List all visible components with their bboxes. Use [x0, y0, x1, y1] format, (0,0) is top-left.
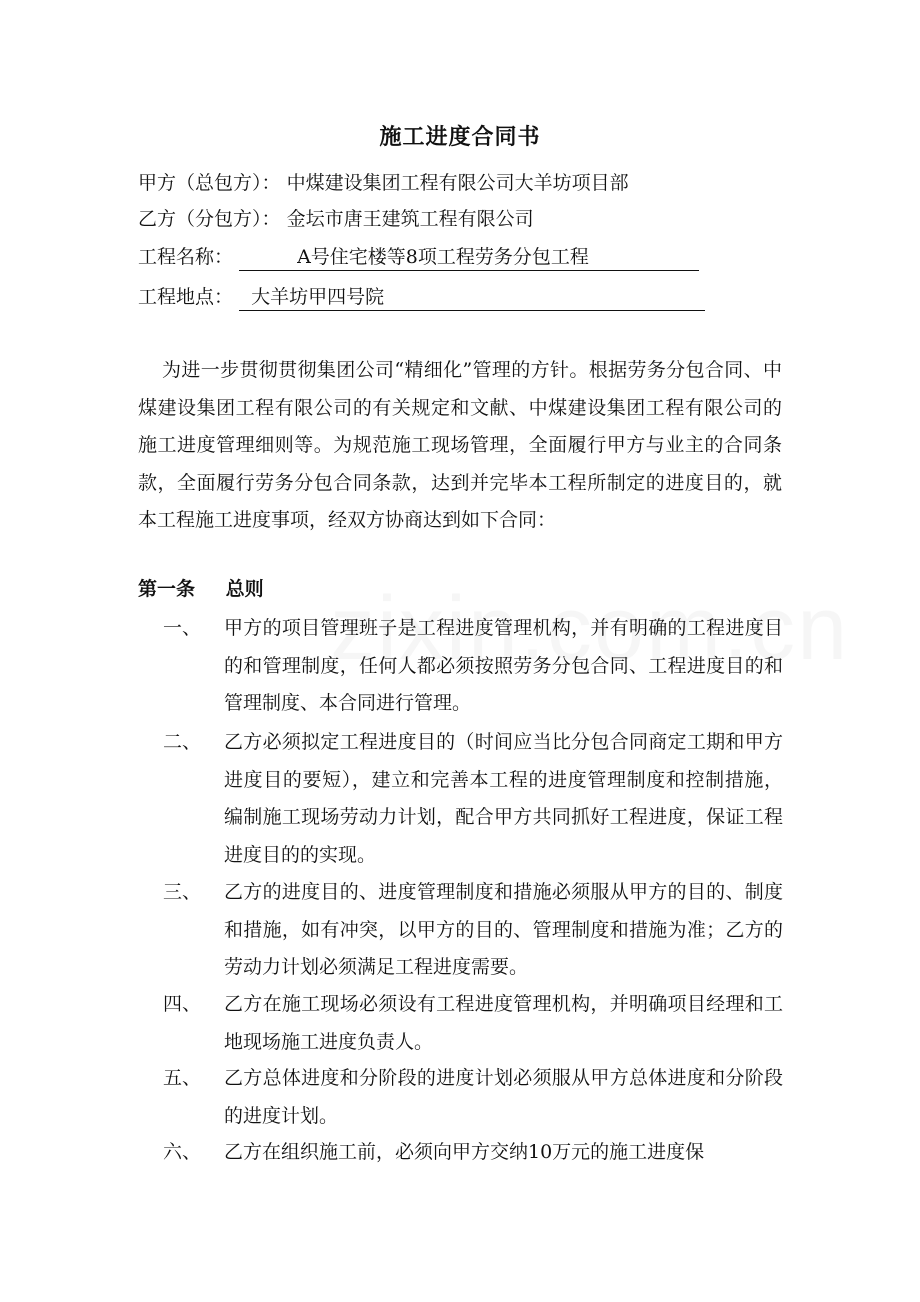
clause-number: 五、: [163, 1067, 202, 1089]
clause-item: [163, 610, 783, 723]
party-b-line: [138, 206, 534, 232]
project-site-label: 工程地点：: [138, 286, 234, 308]
clause-number: 三、: [163, 881, 202, 903]
clause-text: 乙方在组织施工前，必须向甲方交纳10万元的施工进度保: [224, 1141, 705, 1163]
clause-text: 乙方总体进度和分阶段的进度计划必须服从甲方总体进度和分阶段的进度计划。: [224, 1067, 783, 1127]
clause-text: 乙方必须拟定工程进度目的（时间应当比分包合同商定工期和甲方进度目的要短），建立和完善本工程的进度管理制度和控制措施，编制施工现场劳动力计划，配合甲方共同抓好工程进度，保证工程进度目的的实现。: [224, 731, 783, 866]
clause-item: [163, 1134, 783, 1172]
project-name-line: [138, 244, 699, 271]
clause-number: 二、: [163, 731, 202, 753]
clause-number: 六、: [163, 1141, 202, 1163]
clause-number: 四、: [163, 993, 202, 1015]
party-b-value: 金坛市唐王建筑工程有限公司: [286, 208, 534, 230]
clause-text: 乙方在施工现场必须设有工程进度管理机构，并明确项目经理和工地现场施工进度负责人。: [224, 993, 783, 1053]
party-a-value: 中煤建设集团工程有限公司大羊坊项目部: [286, 172, 629, 194]
party-b-label: 乙方（分包方）：: [138, 208, 281, 230]
article-title: 总则: [225, 578, 264, 600]
clause-text: 甲方的项目管理班子是工程进度管理机构，并有明确的工程进度目的和管理制度，任何人都必须按照劳务分包合同、工程进度目的和管理制度、本合同进行管理。: [224, 617, 783, 715]
document-title: 施工进度合同书: [379, 124, 541, 150]
project-name-label: 工程名称：: [138, 246, 234, 268]
clause-item: [163, 724, 783, 874]
clause-item: [163, 874, 783, 987]
project-site-value: 大羊坊甲四号院: [239, 286, 705, 311]
clause-number: 一、: [163, 617, 202, 639]
party-a-label: 甲方（总包方）：: [138, 172, 281, 194]
party-a-line: [138, 170, 629, 196]
intro-paragraph: 为进一步贯彻贯彻集团公司“精细化”管理的方针。根据劳务分包合同、中煤建设集团工程有限公司的有关规定和文献、中煤建设集团工程有限公司的施工进度管理细则等。为规范施工现场管理，全面履行甲方与业主的合同条款，全面履行劳务分包合同条款，达到并完毕本工程所制定的进度目的，就本工程施工进度事项，经双方协商达到如下合同：: [138, 359, 782, 532]
project-site-line: [138, 284, 705, 311]
clause-item: [163, 1060, 783, 1135]
article-number: 第一条: [138, 578, 196, 600]
article-heading: [138, 574, 264, 601]
project-name-value: A号住宅楼等8项工程劳务分包工程: [239, 246, 699, 271]
clause-text: 乙方的进度目的、进度管理制度和措施必须服从甲方的目的、制度和措施，如有冲突，以甲方的目的、管理制度和措施为准；乙方的劳动力计划必须满足工程进度需要。: [224, 881, 783, 979]
clause-item: [163, 986, 783, 1061]
